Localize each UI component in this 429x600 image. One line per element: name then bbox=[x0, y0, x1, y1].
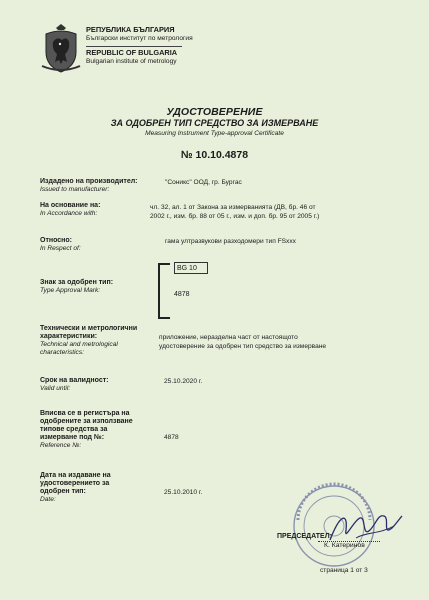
basis-value-line2: 2002 г., изм. бр. 88 от 05 г., изм. и доп. бр. 95 от 2005 г.) bbox=[150, 213, 320, 220]
register-value: 4878 bbox=[164, 434, 179, 441]
manufacturer-label-en: Issued to manufacturer: bbox=[40, 186, 110, 193]
register-label-line3: типове средства за bbox=[40, 426, 108, 433]
validity-label: Срок на валидност: bbox=[40, 377, 109, 384]
tech-label-line2: характеристики: bbox=[40, 333, 98, 340]
bg-country: РЕПУБЛИКА БЪЛГАРИЯ bbox=[86, 25, 175, 34]
issue-label-line1: Дата на издаване на bbox=[40, 472, 111, 479]
validity-value: 25.10.2020 г. bbox=[164, 378, 203, 385]
basis-label: На основание на: bbox=[40, 202, 101, 209]
register-label-line4: измерване под №: bbox=[40, 434, 105, 441]
coat-of-arms-icon bbox=[40, 22, 82, 74]
respect-label-en: In Respect of: bbox=[40, 245, 81, 252]
mark-line2: 4878 bbox=[174, 291, 190, 298]
manufacturer-label: Издадено на производител: bbox=[40, 178, 138, 185]
bg-institute: Български институт по метрология bbox=[86, 35, 193, 42]
register-label-en: Reference №: bbox=[40, 442, 82, 449]
tech-value-line1: приложение, неразделна част от настоящото bbox=[159, 334, 298, 341]
certificate-title: УДОСТОВЕРЕНИЕ bbox=[166, 106, 263, 118]
basis-value-line1: чл. 32, ал. 1 от Закона за измерванията (ДВ, бр. 46 от bbox=[150, 204, 316, 211]
mark-line1: BG 10 bbox=[174, 262, 208, 274]
issue-label-en: Date: bbox=[40, 496, 56, 503]
en-country: REPUBLIC OF BULGARIA bbox=[86, 48, 178, 57]
type-approval-mark bbox=[156, 263, 220, 315]
certificate-subtitle: ЗА ОДОБРЕН ТИП СРЕДСТВО ЗА ИЗМЕРВАНЕ bbox=[110, 118, 319, 128]
mark-label: Знак за одобрен тип: bbox=[40, 279, 114, 286]
issue-label-line2: удостоверението за bbox=[40, 480, 110, 487]
tech-value-line2: удостоверение за одобрен тип средство за измерване bbox=[159, 343, 327, 350]
basis-label-en: In Accordance with: bbox=[40, 210, 98, 217]
respect-label: Относно: bbox=[40, 237, 73, 244]
chairman-label: ПРЕДСЕДАТЕЛ: bbox=[277, 533, 332, 540]
en-institute: Bulgarian institute of metrology bbox=[86, 58, 177, 65]
page-number: страница 1 от 3 bbox=[320, 567, 368, 574]
respect-value: гама ултразвукови разходомери тип FSxxx bbox=[165, 238, 296, 245]
tech-label-en-line1: Technical and metrological bbox=[40, 341, 118, 348]
register-label-line1: Вписва се в регистъра на bbox=[40, 410, 130, 417]
certificate-number: № 10.10.4878 bbox=[180, 149, 249, 161]
tech-label-en-line2: characteristics: bbox=[40, 349, 84, 356]
register-label-line2: одобрените за използване bbox=[40, 418, 133, 425]
mark-bracket-icon bbox=[158, 263, 170, 319]
manufacturer-value: "Соникс" ООД, гр. Бургас bbox=[165, 179, 242, 186]
certificate-title-en: Measuring Instrument Type-approval Certificate bbox=[145, 130, 284, 137]
issue-value: 25.10.2010 г. bbox=[164, 489, 203, 496]
mark-label-en: Type Approval Mark: bbox=[40, 287, 101, 294]
validity-label-en: Valid until: bbox=[40, 385, 71, 392]
chairman-name: К. Катеринов bbox=[324, 542, 365, 549]
tech-label-line1: Технически и метрологични bbox=[40, 325, 138, 332]
header-divider bbox=[86, 46, 182, 47]
institute-header bbox=[86, 26, 193, 66]
issue-label-line3: одобрен тип: bbox=[40, 488, 86, 495]
